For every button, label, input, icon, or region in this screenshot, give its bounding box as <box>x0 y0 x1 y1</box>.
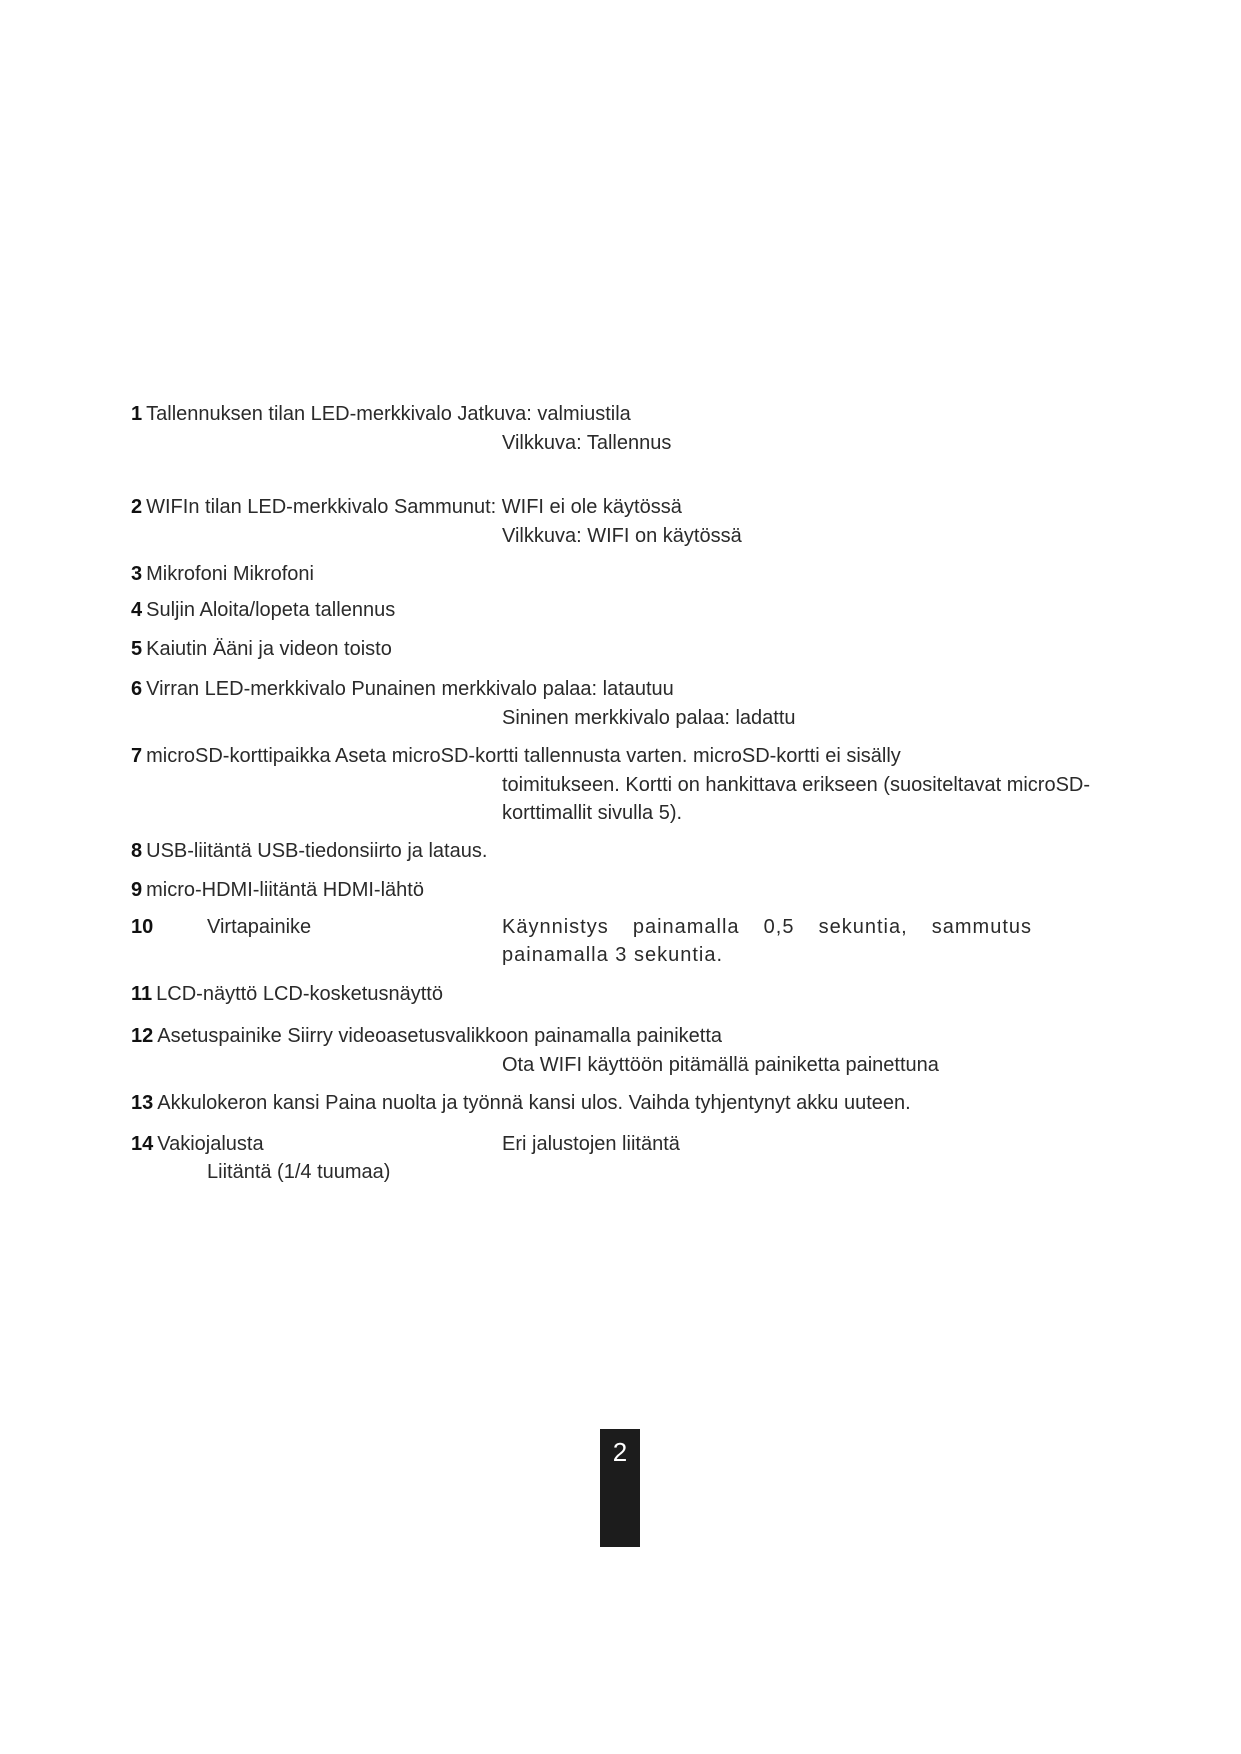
item-number: 9 <box>131 879 143 901</box>
item-10-label: Virtapainike <box>207 916 312 938</box>
item-number: 1 <box>131 403 143 425</box>
item-14-sub: Liitäntä (1/4 tuumaa) <box>207 1161 391 1183</box>
item-text: micro-HDMI-liitäntä HDMI-lähtö <box>146 879 424 901</box>
item-7-continuation-2: korttimallit sivulla 5). <box>502 802 683 824</box>
item-number: 8 <box>131 840 143 862</box>
item-text: Virran LED-merkkivalo Punainen merkkivalo palaa: latautuu <box>146 678 674 700</box>
item-number: 4 <box>131 599 143 621</box>
list-item-12 <box>131 1022 722 1050</box>
item-number: 7 <box>131 745 143 767</box>
list-item-13 <box>131 1089 911 1117</box>
item-text: USB-liitäntä USB-tiedonsiirto ja lataus. <box>146 840 488 862</box>
item-1-continuation: Vilkkuva: Tallennus <box>502 432 672 454</box>
page-number-tab <box>600 1429 640 1547</box>
item-7-continuation-1: toimitukseen. Kortti on hankittava erikseen (suositeltavat microSD- <box>502 774 1091 796</box>
item-12-continuation: Ota WIFI käyttöön pitämällä painiketta painettuna <box>502 1054 939 1076</box>
list-item-6 <box>131 675 674 703</box>
item-10-description: Käynnistys painamalla 0,5 sekuntia, sammutus painamalla 3 sekuntia. <box>502 916 1032 966</box>
item-number: 14 <box>131 1133 154 1155</box>
item-text: Vakiojalusta <box>157 1133 264 1155</box>
item-number: 2 <box>131 496 143 518</box>
list-item-4 <box>131 596 395 624</box>
list-item-3 <box>131 560 314 588</box>
page-number: 2 <box>612 1437 628 1467</box>
item-number: 3 <box>131 563 143 585</box>
list-item-9 <box>131 876 424 904</box>
item-number: 11 <box>131 983 153 1005</box>
list-item-8 <box>131 837 487 865</box>
item-14-description: Eri jalustojen liitäntä <box>502 1133 680 1155</box>
item-text: Tallennuksen tilan LED-merkkivalo Jatkuva: valmiustila <box>146 403 631 425</box>
list-item-14 <box>131 1130 264 1158</box>
item-text: Suljin Aloita/lopeta tallennus <box>146 599 396 621</box>
item-text: Mikrofoni Mikrofoni <box>146 563 314 585</box>
item-text: Kaiutin Ääni ja videon toisto <box>146 638 392 660</box>
item-6-continuation: Sininen merkkivalo palaa: ladattu <box>502 707 796 729</box>
item-text: Asetuspainike Siirry videoasetusvalikkoon painamalla painiketta <box>157 1025 723 1047</box>
list-item-1 <box>131 400 631 428</box>
item-text: Akkulokeron kansi Paina nuolta ja työnnä kansi ulos. Vaihda tyhjentynyt akku uuteen. <box>157 1092 911 1114</box>
item-number: 10 <box>131 916 154 938</box>
item-text: microSD-korttipaikka Aseta microSD-kortti tallennusta varten. microSD-kortti ei sisälly <box>146 745 901 767</box>
item-text: WIFIn tilan LED-merkkivalo Sammunut: WIFI ei ole käytössä <box>146 496 682 518</box>
list-item-7 <box>131 742 901 770</box>
item-number: 12 <box>131 1025 154 1047</box>
item-2-continuation: Vilkkuva: WIFI on käytössä <box>502 525 742 547</box>
list-item-2 <box>131 493 682 521</box>
list-item-5 <box>131 635 392 663</box>
list-item-11 <box>131 980 443 1008</box>
list-item-10-number <box>131 913 157 941</box>
item-number: 13 <box>131 1092 154 1114</box>
item-number: 6 <box>131 678 143 700</box>
item-text: LCD-näyttö LCD-kosketusnäyttö <box>156 983 443 1005</box>
item-number: 5 <box>131 638 143 660</box>
